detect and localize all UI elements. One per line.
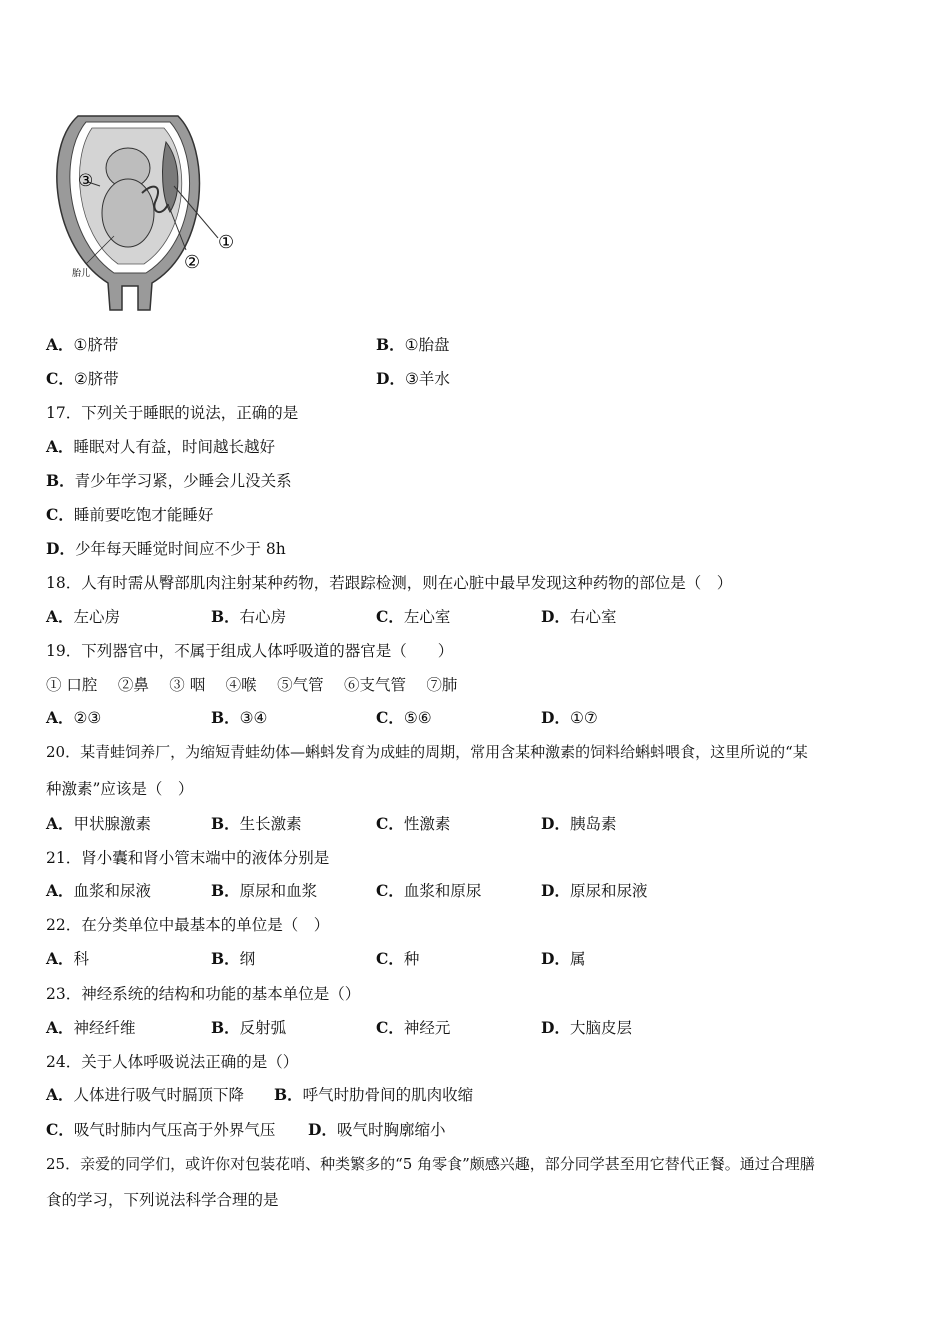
uterus-fetus-diagram [50, 108, 250, 318]
q18-option-a[interactable]: A．左心房 [46, 607, 121, 626]
q19-option-a[interactable]: A．②③ [46, 708, 102, 727]
q20-option-c[interactable]: C．性激素 [376, 814, 451, 833]
q21-option-b[interactable]: B．原尿和血浆 [211, 881, 318, 900]
q19-items: ① 口腔 ②鼻 ③ 咽 ④喉 ⑤气管 ⑥支气管 ⑦肺 [46, 676, 458, 694]
q21-option-a[interactable]: A．血浆和尿液 [46, 881, 152, 900]
label-1: ① [218, 232, 235, 253]
q24-option-d[interactable]: D．吸气时胸廓缩小 [308, 1120, 446, 1139]
q18-option-d[interactable]: D．右心室 [541, 607, 617, 626]
q19-option-d[interactable]: D．①⑦ [541, 708, 598, 727]
label-fetus: 胎儿 [72, 269, 91, 279]
q20-stem-line1: 20．某青蛙饲养厂，为缩短青蛙幼体—蝌蚪发育为成蛙的周期，常用含某种激素的饲料给蝌蚪喂食，这里所说的“某 [46, 743, 808, 761]
q18-stem: 18．人有时需从臀部肌肉注射某种药物，若跟踪检测，则在心脏中最早发现这种药物的部位是（ ） [46, 574, 733, 592]
q22-stem: 22．在分类单位中最基本的单位是（ ） [46, 916, 330, 934]
q21-option-c[interactable]: C．血浆和原尿 [376, 881, 482, 900]
q22-option-d[interactable]: D．属 [541, 949, 586, 968]
q17-option-b[interactable]: B．青少年学习紧，少睡会儿没关系 [46, 471, 292, 490]
q22-option-b[interactable]: B．纲 [211, 949, 256, 968]
q20-option-b[interactable]: B．生长激素 [211, 814, 302, 833]
q23-option-a[interactable]: A．神经纤维 [46, 1018, 136, 1037]
q24-option-a[interactable]: A．人体进行吸气时膈顶下降 [46, 1085, 245, 1104]
q19-option-c[interactable]: C．⑤⑥ [376, 708, 432, 727]
label-3: ③ [78, 171, 94, 191]
q19-stem: 19．下列器官中，不属于组成人体呼吸道的器官是（ ） [46, 642, 454, 660]
q20-option-d[interactable]: D．胰岛素 [541, 814, 617, 833]
q17-option-d[interactable]: D．少年每天睡觉时间应不少于 8h [46, 539, 286, 558]
q24-stem: 24．关于人体呼吸说法正确的是（） [46, 1053, 299, 1071]
q18-option-c[interactable]: C．左心室 [376, 607, 451, 626]
q21-option-d[interactable]: D．原尿和尿液 [541, 881, 648, 900]
q23-option-b[interactable]: B．反射弧 [211, 1018, 287, 1037]
q23-stem: 23．神经系统的结构和功能的基本单位是（） [46, 985, 361, 1003]
q20-stem-line2: 种激素”应该是（ ） [46, 780, 194, 798]
q22-option-a[interactable]: A．科 [46, 949, 90, 968]
q24-option-c[interactable]: C．吸气时肺内气压高于外界气压 [46, 1120, 276, 1139]
q21-stem: 21．肾小囊和肾小管末端中的液体分别是 [46, 849, 330, 867]
q16-option-d[interactable]: D．③羊水 [376, 369, 450, 388]
q17-stem: 17．下列关于睡眠的说法，正确的是 [46, 404, 299, 422]
q23-option-c[interactable]: C．神经元 [376, 1018, 451, 1037]
q17-option-c[interactable]: C．睡前要吃饱才能睡好 [46, 505, 214, 524]
q23-option-d[interactable]: D．大脑皮层 [541, 1018, 632, 1037]
q16-option-a[interactable]: A．①脐带 [46, 335, 119, 354]
label-2: ② [184, 252, 201, 273]
q20-option-a[interactable]: A．甲状腺激素 [46, 814, 152, 833]
q16-option-c[interactable]: C．②脐带 [46, 369, 119, 388]
q22-option-c[interactable]: C．种 [376, 949, 420, 968]
q18-option-b[interactable]: B．右心房 [211, 607, 287, 626]
q17-option-a[interactable]: A．睡眠对人有益，时间越长越好 [46, 437, 276, 456]
q24-option-b[interactable]: B．呼气时肋骨间的肌肉收缩 [274, 1085, 474, 1104]
q25-stem-line1: 25．亲爱的同学们，或许你对包装花哨、种类繁多的“5 角零食”颇感兴趣，部分同学甚至用它替代正餐。通过合理膳 [46, 1155, 815, 1173]
q16-option-b[interactable]: B．①胎盘 [376, 335, 450, 354]
q19-option-b[interactable]: B．③④ [211, 708, 268, 727]
q25-stem-line2: 食的学习，下列说法科学合理的是 [46, 1191, 279, 1209]
